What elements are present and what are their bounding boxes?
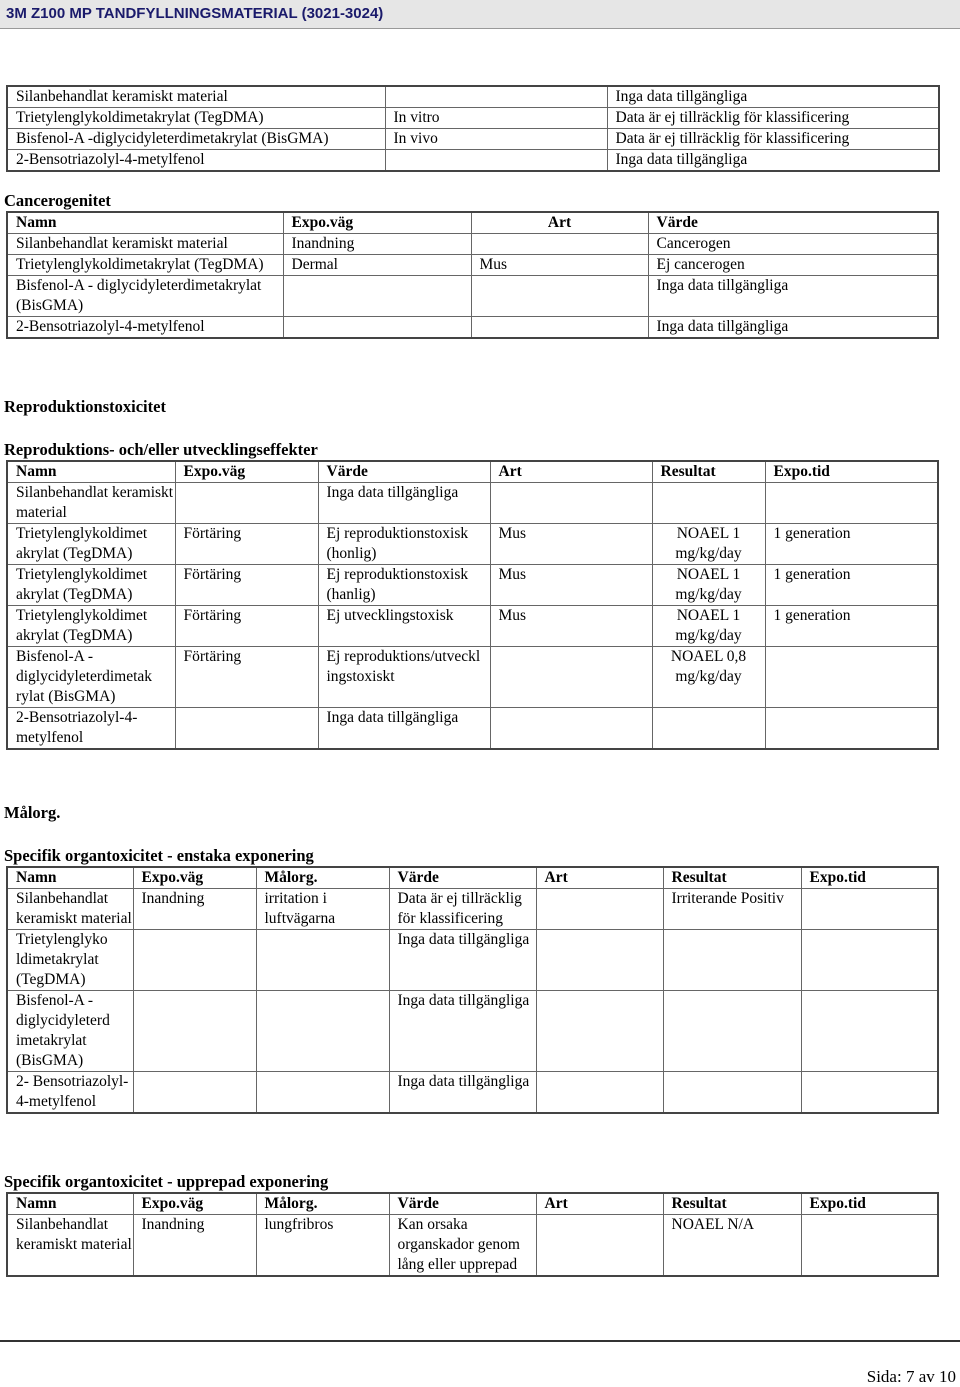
table-row bbox=[7, 930, 938, 991]
cell-value: Inga data tillgängliga bbox=[389, 991, 536, 1072]
document-header bbox=[0, 0, 960, 28]
cell-organ bbox=[256, 991, 389, 1072]
cell-name: Silanbehandlat keramiskt material bbox=[7, 234, 283, 255]
cell-result bbox=[652, 708, 765, 750]
col-header-art: Art bbox=[536, 1193, 663, 1215]
cell-expo: Inandning bbox=[133, 889, 256, 930]
cell-organ: lungfribros bbox=[256, 1215, 389, 1277]
table-row bbox=[7, 1072, 938, 1114]
cell-value: Ej cancerogen bbox=[648, 255, 938, 276]
cell-expo bbox=[175, 708, 318, 750]
col-header-expotid: Expo.tid bbox=[801, 1193, 938, 1215]
cell-expotid bbox=[765, 647, 938, 708]
cell-expotid: 1 generation bbox=[765, 565, 938, 606]
cell-name: 2- Bensotriazolyl- 4-metylfenol bbox=[7, 1072, 133, 1114]
col-header-expo: Expo.väg bbox=[175, 461, 318, 483]
col-header-varde: Värde bbox=[389, 1193, 536, 1215]
cell-art bbox=[536, 1072, 663, 1114]
cell-art bbox=[490, 708, 652, 750]
cell-organ bbox=[256, 930, 389, 991]
cell-value: Inga data tillgängliga bbox=[389, 930, 536, 991]
cell-value: Inga data tillgängliga bbox=[648, 276, 938, 317]
cell-value: Cancerogen bbox=[648, 234, 938, 255]
cell-value: Inga data tillgängliga bbox=[607, 86, 939, 108]
col-header-resultat: Resultat bbox=[652, 461, 765, 483]
cell-result: NOAEL 1 mg/kg/day bbox=[652, 524, 765, 565]
header-divider bbox=[0, 28, 960, 29]
document-title: 3M Z100 MP TANDFYLLNINGSMATERIAL (3021-3024) bbox=[6, 5, 384, 22]
table-row bbox=[7, 234, 938, 255]
cell-result bbox=[663, 1072, 801, 1114]
repro-table bbox=[6, 460, 939, 750]
cell-value: Inga data tillgängliga bbox=[389, 1072, 536, 1114]
col-header-resultat: Resultat bbox=[663, 1193, 801, 1215]
table-row bbox=[7, 150, 939, 172]
cell-name: Silanbehandlat keramiskt material bbox=[7, 86, 385, 108]
cell-expotid bbox=[801, 930, 938, 991]
table-row bbox=[7, 86, 939, 108]
col-header-art: Art bbox=[536, 867, 663, 889]
cell-result: NOAEL 1 mg/kg/day bbox=[652, 606, 765, 647]
col-header-art: Art bbox=[490, 461, 652, 483]
cell-expotid: 1 generation bbox=[765, 524, 938, 565]
cell-expotid bbox=[801, 1215, 938, 1277]
cell-organ bbox=[256, 1072, 389, 1114]
cell-name: Trietylenglyko ldimetakrylat (TegDMA) bbox=[7, 930, 133, 991]
cell-art bbox=[536, 1215, 663, 1277]
cell-expotid bbox=[801, 889, 938, 930]
cell-expo: Förtäring bbox=[175, 606, 318, 647]
cell-expo: Inandning bbox=[133, 1215, 256, 1277]
repeated-exposure-table bbox=[6, 1192, 939, 1277]
cell-art: Mus bbox=[471, 255, 648, 276]
cell-organ: irritation i luftvägarna bbox=[256, 889, 389, 930]
cell-name: Silanbehandlat keramiskt material bbox=[7, 1215, 133, 1277]
single-exposure-table bbox=[6, 866, 939, 1114]
cell-name: Bisfenol-A - diglycidyleterdimetakrylat (BisGMA) bbox=[7, 276, 283, 317]
cell-art bbox=[471, 276, 648, 317]
col-header-malorg: Målorg. bbox=[256, 1193, 389, 1215]
table-row bbox=[7, 565, 938, 606]
cell-art: Mus bbox=[490, 565, 652, 606]
cell-name: Bisfenol-A -diglycidyleterdimetakrylat (BisGMA) bbox=[7, 129, 385, 150]
table-row bbox=[7, 108, 939, 129]
cell-value: Inga data tillgängliga bbox=[318, 483, 490, 524]
cell-expo: Förtäring bbox=[175, 524, 318, 565]
col-header-expo: Expo.väg bbox=[133, 867, 256, 889]
cell-expo bbox=[133, 930, 256, 991]
cell-result: NOAEL 1 mg/kg/day bbox=[652, 565, 765, 606]
cell-result bbox=[663, 991, 801, 1072]
col-header-expo: Expo.väg bbox=[133, 1193, 256, 1215]
cell-expotid: 1 generation bbox=[765, 606, 938, 647]
cell-result: Irriterande Positiv bbox=[663, 889, 801, 930]
cell-value: Data är ej tillräcklig för klassificering bbox=[607, 129, 939, 150]
cell-name: Trietylenglykoldimetakrylat (TegDMA) bbox=[7, 108, 385, 129]
cell-value: Inga data tillgängliga bbox=[648, 317, 938, 339]
cell-art bbox=[471, 317, 648, 339]
cell-art bbox=[471, 234, 648, 255]
cell-expo: Förtäring bbox=[175, 647, 318, 708]
section-heading-repeat: Specifik organtoxicitet - upprepad exponering bbox=[4, 1172, 329, 1191]
cell-expotid bbox=[801, 1072, 938, 1114]
cell-name: 2-Bensotriazolyl-4-metylfenol bbox=[7, 317, 283, 339]
cell-value: Data är ej tillräcklig för klassificering bbox=[389, 889, 536, 930]
cell-expo: Dermal bbox=[283, 255, 471, 276]
table-row bbox=[7, 276, 938, 317]
table-row bbox=[7, 889, 938, 930]
cell-value: Ej reproduktionstoxisk (hanlig) bbox=[318, 565, 490, 606]
cell-expo bbox=[133, 1072, 256, 1114]
col-header-varde: Värde bbox=[318, 461, 490, 483]
cell-name: Trietylenglykoldimetakrylat (TegDMA) bbox=[7, 255, 283, 276]
top-table bbox=[6, 85, 940, 172]
cell-method: In vitro bbox=[385, 108, 607, 129]
table-row bbox=[7, 1215, 938, 1277]
cell-expo bbox=[175, 483, 318, 524]
col-header-namn: Namn bbox=[7, 461, 175, 483]
table-row bbox=[7, 524, 938, 565]
col-header-varde: Värde bbox=[648, 212, 938, 234]
cell-expo: Förtäring bbox=[175, 565, 318, 606]
cell-result bbox=[652, 483, 765, 524]
table-header-row bbox=[7, 461, 938, 483]
cell-result: NOAEL N/A bbox=[663, 1215, 801, 1277]
cell-expo: Inandning bbox=[283, 234, 471, 255]
cell-expo bbox=[283, 276, 471, 317]
table-header-row bbox=[7, 1193, 938, 1215]
cell-art: Mus bbox=[490, 524, 652, 565]
table-row bbox=[7, 647, 938, 708]
section-heading-malorg: Målorg. bbox=[4, 803, 61, 822]
table-row bbox=[7, 606, 938, 647]
col-header-namn: Namn bbox=[7, 867, 133, 889]
cell-method bbox=[385, 86, 607, 108]
cell-art bbox=[536, 930, 663, 991]
col-header-namn: Namn bbox=[7, 212, 283, 234]
table-row bbox=[7, 129, 939, 150]
col-header-namn: Namn bbox=[7, 1193, 133, 1215]
cell-art: Mus bbox=[490, 606, 652, 647]
cell-expotid bbox=[765, 708, 938, 750]
cell-name: Silanbehandlat keramiskt material bbox=[7, 889, 133, 930]
col-header-malorg: Målorg. bbox=[256, 867, 389, 889]
cell-name: Trietylenglykoldimet akrylat (TegDMA) bbox=[7, 606, 175, 647]
cell-name: 2-Bensotriazolyl-4- metylfenol bbox=[7, 708, 175, 750]
table-row bbox=[7, 708, 938, 750]
cell-expotid bbox=[765, 483, 938, 524]
col-header-expotid: Expo.tid bbox=[765, 461, 938, 483]
table-row bbox=[7, 483, 938, 524]
cell-value: Inga data tillgängliga bbox=[318, 708, 490, 750]
cell-art bbox=[490, 483, 652, 524]
subsection-heading-repro: Reproduktions- och/eller utvecklingseffekter bbox=[4, 440, 318, 459]
table-header-row bbox=[7, 212, 938, 234]
cell-method: In vivo bbox=[385, 129, 607, 150]
cell-value: Kan orsaka organskador genom lång eller upprepad bbox=[389, 1215, 536, 1277]
cell-art bbox=[536, 991, 663, 1072]
cell-method bbox=[385, 150, 607, 172]
cell-name: 2-Bensotriazolyl-4-metylfenol bbox=[7, 150, 385, 172]
cell-value: Ej reproduktions/utveckl ingstoxiskt bbox=[318, 647, 490, 708]
cell-name: Trietylenglykoldimet akrylat (TegDMA) bbox=[7, 524, 175, 565]
table-header-row bbox=[7, 867, 938, 889]
cell-art bbox=[490, 647, 652, 708]
table-row bbox=[7, 991, 938, 1072]
col-header-expotid: Expo.tid bbox=[801, 867, 938, 889]
cell-result: NOAEL 0,8 mg/kg/day bbox=[652, 647, 765, 708]
cell-name: Bisfenol-A - diglycidyleterdimetak rylat (BisGMA) bbox=[7, 647, 175, 708]
col-header-art: Art bbox=[471, 212, 648, 234]
col-header-expo: Expo.väg bbox=[283, 212, 471, 234]
cell-value: Data är ej tillräcklig för klassificering bbox=[607, 108, 939, 129]
page-number: Sida: 7 av 10 bbox=[866, 1367, 956, 1386]
cell-expo bbox=[283, 317, 471, 339]
col-header-resultat: Resultat bbox=[663, 867, 801, 889]
section-heading-cancer: Cancerogenitet bbox=[4, 191, 111, 210]
cell-art bbox=[536, 889, 663, 930]
cell-value: Ej utvecklingstoxisk bbox=[318, 606, 490, 647]
cell-name: Trietylenglykoldimet akrylat (TegDMA) bbox=[7, 565, 175, 606]
section-heading-single: Specifik organtoxicitet - enstaka exponering bbox=[4, 846, 314, 865]
table-row bbox=[7, 317, 938, 339]
col-header-varde: Värde bbox=[389, 867, 536, 889]
cancer-table bbox=[6, 211, 939, 339]
footer-divider bbox=[0, 1340, 960, 1342]
cell-expo bbox=[133, 991, 256, 1072]
cell-result bbox=[663, 930, 801, 991]
cell-value: Ej reproduktionstoxisk (honlig) bbox=[318, 524, 490, 565]
table-row bbox=[7, 255, 938, 276]
cell-value: Inga data tillgängliga bbox=[607, 150, 939, 172]
cell-name: Silanbehandlat keramiskt material bbox=[7, 483, 175, 524]
section-heading-repro: Reproduktionstoxicitet bbox=[4, 397, 166, 416]
cell-expotid bbox=[801, 991, 938, 1072]
cell-name: Bisfenol-A - diglycidyleterd imetakrylat (BisGMA) bbox=[7, 991, 133, 1072]
